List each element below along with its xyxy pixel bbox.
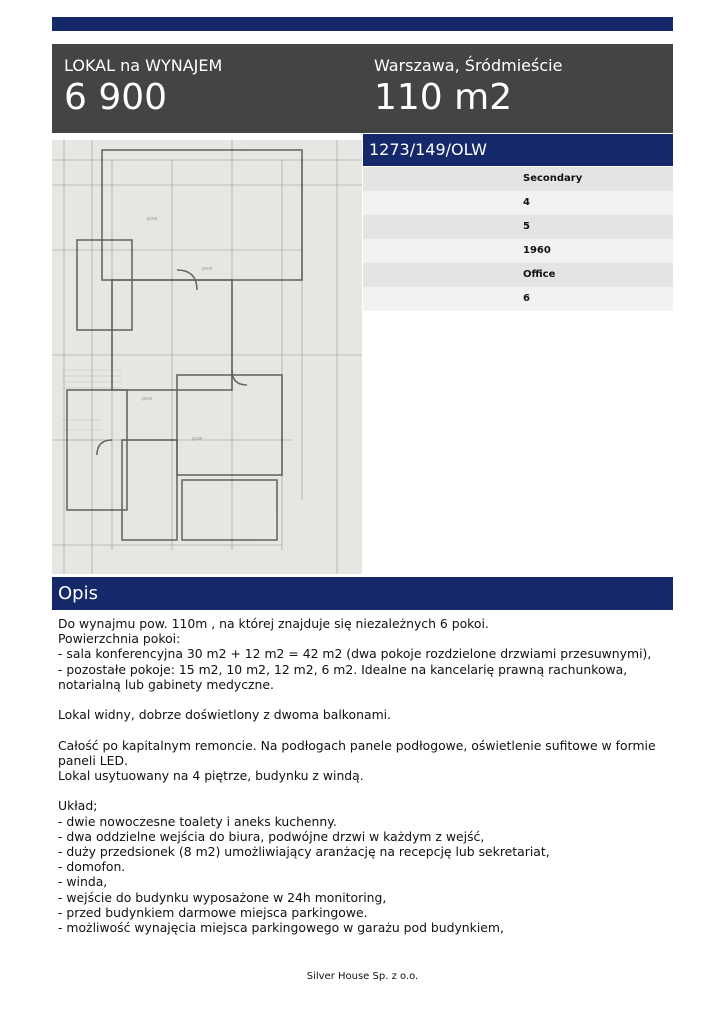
description-title: Opis (58, 583, 98, 604)
detail-row (363, 263, 673, 287)
description-line: - winda, (58, 874, 108, 890)
description-line: Lokal widny, dobrze doświetlony z dwoma balkonami. (58, 707, 392, 723)
detail-row (363, 239, 673, 263)
detail-value: 5 (523, 221, 530, 232)
description-line: Do wynajmu pow. 110m , na której znajduje się niezależnych 6 pokoi. (58, 616, 489, 631)
description-line: - domofon. (58, 859, 126, 875)
detail-value: Secondary (523, 173, 583, 184)
header-right (374, 56, 562, 118)
reference-number: 1273/149/OLW (369, 140, 487, 159)
description-line: - przed budynkiem darmowe miejsca parkingowe. (58, 904, 368, 920)
description-line: - dwie nowoczesne toalety i aneks kuchenny. (58, 813, 337, 829)
svg-text:pow: pow (147, 216, 158, 222)
details-table (363, 167, 673, 311)
detail-row (363, 287, 673, 311)
description-line: Układ; (58, 798, 98, 814)
description-line: - duży przedsionek (8 m2) umożliwiający aranżację na recepcję lub sekretariat, (58, 844, 550, 859)
description-line: - możliwość wynajęcia miejsca parkingowego w garażu pod budynkiem, (58, 920, 504, 936)
area: 110 m2 (374, 77, 513, 118)
description-line (58, 692, 670, 707)
description-line: Powierzchnia pokoi: (58, 631, 181, 647)
top-accent-bar (52, 17, 673, 31)
location: Warszawa, Śródmieście (374, 56, 563, 75)
svg-text:pow: pow (192, 436, 203, 442)
floor-plan-drawing (52, 140, 362, 574)
detail-value: 1960 (523, 245, 551, 256)
listing-type: LOKAL na WYNAJEM (64, 56, 223, 75)
detail-row (363, 191, 673, 215)
description-line: Lokal usytuowany na 4 piętrze, budynku z windą. (58, 768, 364, 783)
detail-row (363, 167, 673, 191)
detail-row (363, 215, 673, 239)
svg-text:pow: pow (142, 396, 153, 402)
description-body (58, 616, 670, 935)
detail-value: Office (523, 269, 556, 280)
detail-value: 4 (523, 197, 530, 208)
description-line (58, 783, 670, 798)
reference-bar (363, 134, 673, 166)
svg-text:pow: pow (202, 266, 213, 272)
description-header (52, 577, 673, 610)
description-line: - pozostałe pokoje: 15 m2, 10 m2, 12 m2, 6 m2. Idealne na kancelarię prawną rachunkowa, (58, 661, 628, 677)
detail-value: 6 (523, 293, 530, 304)
description-line (58, 722, 670, 737)
price: 6 900 (64, 77, 168, 118)
description-line: paneli LED. (58, 752, 128, 768)
description-line: notarialną lub gabinety medyczne. (58, 676, 274, 692)
listing-header (52, 44, 673, 133)
header-left (64, 56, 222, 118)
description-line: - wejście do budynku wyposażone w 24h monitoring, (58, 889, 387, 905)
description-line: - dwa oddzielne wejścia do biura, podwójne drzwi w każdym z wejść, (58, 828, 485, 844)
description-line: Całość po kapitalnym remoncie. Na podłogach panele podłogowe, oświetlenie sufitowe w formie (58, 737, 656, 753)
floor-plan-image (52, 140, 362, 574)
description-line: - sala konferencyjna 30 m2 + 12 m2 = 42 m2 (dwa pokoje rozdzielone drzwiami przesuwnymi), (58, 646, 652, 662)
footer-company: Silver House Sp. z o.o. (306, 971, 419, 982)
